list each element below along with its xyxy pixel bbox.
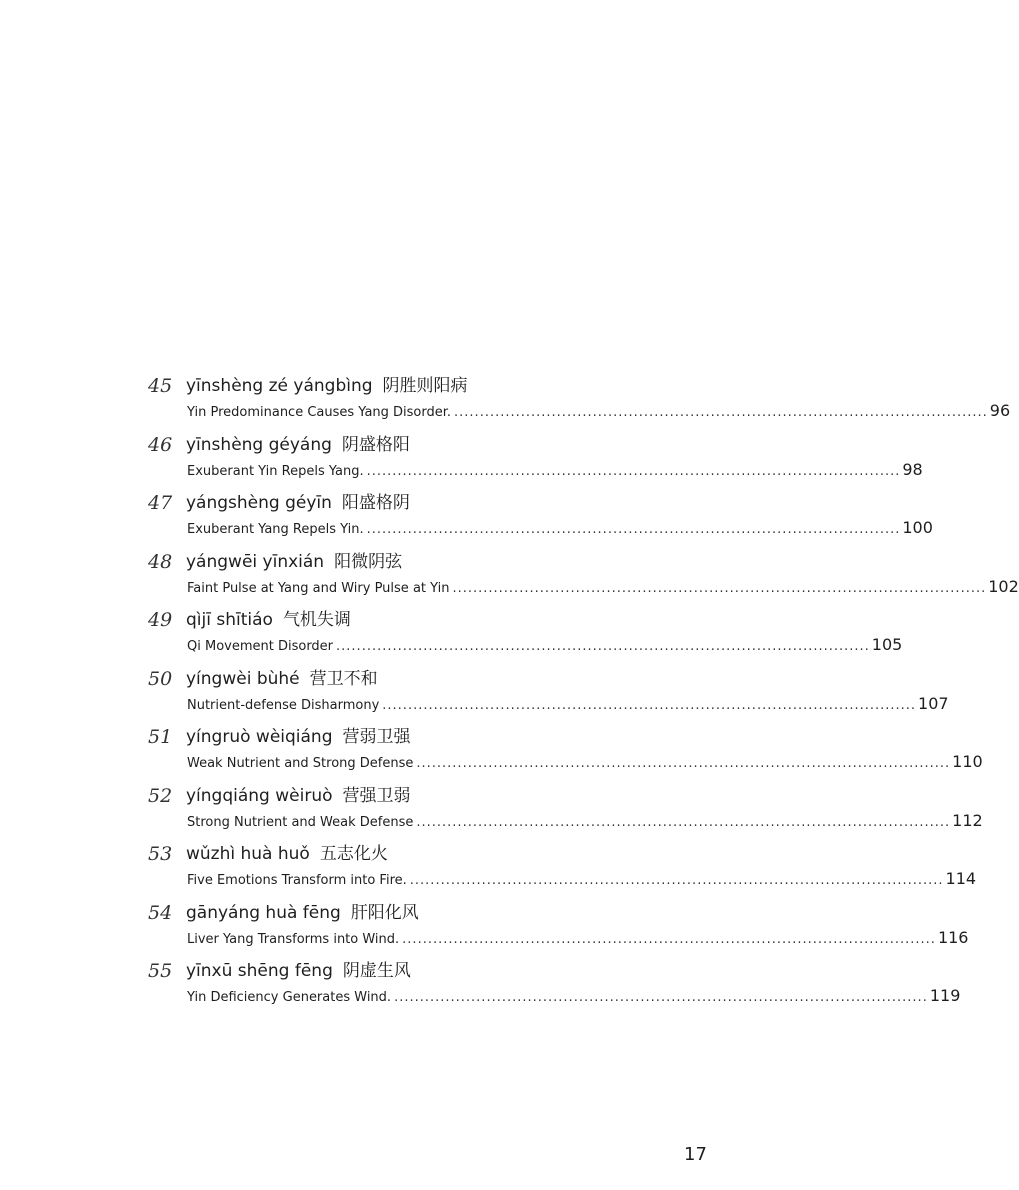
- entry-page: 98: [902, 459, 923, 479]
- entry-page: 107: [918, 693, 949, 713]
- dot-leader: ........................................................................................................: [366, 522, 901, 537]
- entry-english: Liver Yang Transforms into Wind.: [187, 931, 400, 947]
- entry-english: Qi Movement Disorder: [187, 639, 334, 654]
- dot-leader: ........................................................................................................: [416, 814, 951, 830]
- entry-page: 96: [989, 401, 1011, 420]
- entry-pinyin: yīnxū shēng fēng: [186, 961, 333, 981]
- toc-entry[interactable]: [148, 899, 969, 958]
- entry-page: 100: [902, 518, 933, 537]
- dot-leader: ........................................................................................................: [416, 756, 951, 771]
- entry-page: 116: [937, 927, 969, 947]
- entry-number: 50: [148, 667, 173, 690]
- entry-heading: [186, 899, 419, 927]
- toc-entry[interactable]: [148, 665, 949, 724]
- entry-heading: [186, 782, 411, 810]
- entry-hanzi: 五志化火: [319, 844, 388, 864]
- toc-entry[interactable]: [148, 548, 1019, 607]
- entry-page: 114: [945, 869, 977, 888]
- entry-number: 48: [148, 550, 173, 573]
- entry-line: [187, 986, 961, 1008]
- entry-number: 51: [148, 726, 173, 748]
- entry-number: 47: [148, 492, 173, 514]
- entry-page: 112: [952, 810, 983, 830]
- entry-number: 52: [148, 784, 173, 807]
- entry-hanzi: 营卫不和: [309, 668, 378, 689]
- toc-entry[interactable]: [148, 782, 983, 841]
- entry-number: 46: [148, 433, 173, 456]
- entry-english: Exuberant Yin Repels Yang.: [187, 463, 364, 479]
- entry-hanzi: 阴虚生风: [342, 961, 411, 981]
- entry-english: Five Emotions Transform into Fire.: [187, 873, 407, 888]
- entry-english: Exuberant Yang Repels Yin.: [187, 522, 364, 537]
- entry-page: 105: [871, 635, 903, 654]
- entry-pinyin: yīnshèng géyáng: [186, 434, 332, 455]
- entry-page: 102: [988, 576, 1019, 596]
- table-of-contents: [148, 372, 1019, 1016]
- entry-number: 45: [148, 375, 173, 397]
- entry-english: Weak Nutrient and Strong Defense: [187, 756, 414, 771]
- dot-leader: ........................................................................................................: [394, 990, 928, 1005]
- toc-entry[interactable]: [148, 372, 1011, 431]
- dot-leader: ........................................................................................................: [452, 580, 987, 596]
- entry-english: Faint Pulse at Yang and Wiry Pulse at Yin: [187, 580, 450, 596]
- entry-heading: [186, 723, 411, 751]
- dot-leader: ........................................................................................................: [366, 463, 901, 479]
- entry-number: 55: [148, 960, 173, 982]
- entry-line: [187, 576, 1019, 599]
- entry-pinyin: qìjī shītiáo: [186, 610, 273, 630]
- entry-hanzi: 阳微阴弦: [334, 551, 403, 572]
- dot-leader: ........................................................................................................: [402, 931, 936, 947]
- entry-line: [187, 693, 949, 716]
- entry-heading: [186, 548, 402, 576]
- entry-pinyin: yíngruò wèiqiáng: [186, 727, 333, 747]
- entry-heading: [186, 431, 410, 459]
- entry-line: [187, 752, 983, 774]
- entry-line: [187, 927, 969, 950]
- entry-hanzi: 阴盛格阳: [341, 434, 410, 455]
- dot-leader: ........................................................................................................: [409, 873, 944, 888]
- entry-line: [187, 401, 1011, 423]
- toc-entry[interactable]: [148, 840, 977, 899]
- dot-leader: ........................................................................................................: [454, 405, 988, 420]
- entry-hanzi: 营强卫弱: [342, 785, 411, 806]
- entry-pinyin: yángshèng géyīn: [186, 493, 332, 513]
- toc-entry[interactable]: [148, 723, 983, 782]
- entry-pinyin: gānyáng huà fēng: [186, 902, 341, 923]
- page-number: 17: [684, 1144, 707, 1165]
- entry-pinyin: wǔzhì huà huǒ: [186, 844, 310, 864]
- toc-entry[interactable]: [148, 606, 903, 665]
- entry-hanzi: 营弱卫强: [342, 727, 411, 747]
- entry-line: [187, 459, 923, 482]
- entry-hanzi: 肝阳化风: [350, 902, 419, 923]
- entry-line: [187, 518, 933, 540]
- entry-line: [187, 635, 903, 657]
- entry-hanzi: 阴胜则阳病: [382, 376, 468, 396]
- entry-heading: [186, 489, 410, 517]
- toc-entry[interactable]: [148, 957, 961, 1016]
- dot-leader: ........................................................................................................: [382, 697, 917, 713]
- entry-number: 53: [148, 843, 173, 865]
- dot-leader: ........................................................................................................: [336, 639, 870, 654]
- entry-hanzi: 气机失调: [282, 610, 351, 630]
- entry-english: Nutrient-defense Disharmony: [187, 697, 380, 713]
- entry-english: Yin Predominance Causes Yang Disorder.: [187, 405, 452, 420]
- entry-number: 49: [148, 609, 173, 631]
- entry-english: Yin Deficiency Generates Wind.: [187, 990, 392, 1005]
- entry-pinyin: yíngqiáng wèiruò: [186, 785, 333, 806]
- toc-entry[interactable]: [148, 431, 923, 490]
- entry-heading: [186, 665, 378, 693]
- entry-line: [187, 810, 983, 833]
- entry-pinyin: yíngwèi bùhé: [186, 668, 300, 689]
- toc-entry[interactable]: [148, 489, 933, 548]
- entry-heading: [186, 372, 468, 400]
- entry-number: 54: [148, 901, 173, 924]
- entry-hanzi: 阳盛格阴: [341, 493, 410, 513]
- entry-pinyin: yángwēi yīnxián: [186, 551, 325, 572]
- entry-page: 119: [929, 986, 961, 1005]
- entry-pinyin: yīnshèng zé yángbìng: [186, 376, 373, 396]
- entry-page: 110: [952, 752, 983, 771]
- entry-heading: [186, 606, 351, 634]
- entry-heading: [186, 957, 411, 985]
- entry-english: Strong Nutrient and Weak Defense: [187, 814, 414, 830]
- entry-line: [187, 869, 977, 891]
- entry-heading: [186, 840, 388, 868]
